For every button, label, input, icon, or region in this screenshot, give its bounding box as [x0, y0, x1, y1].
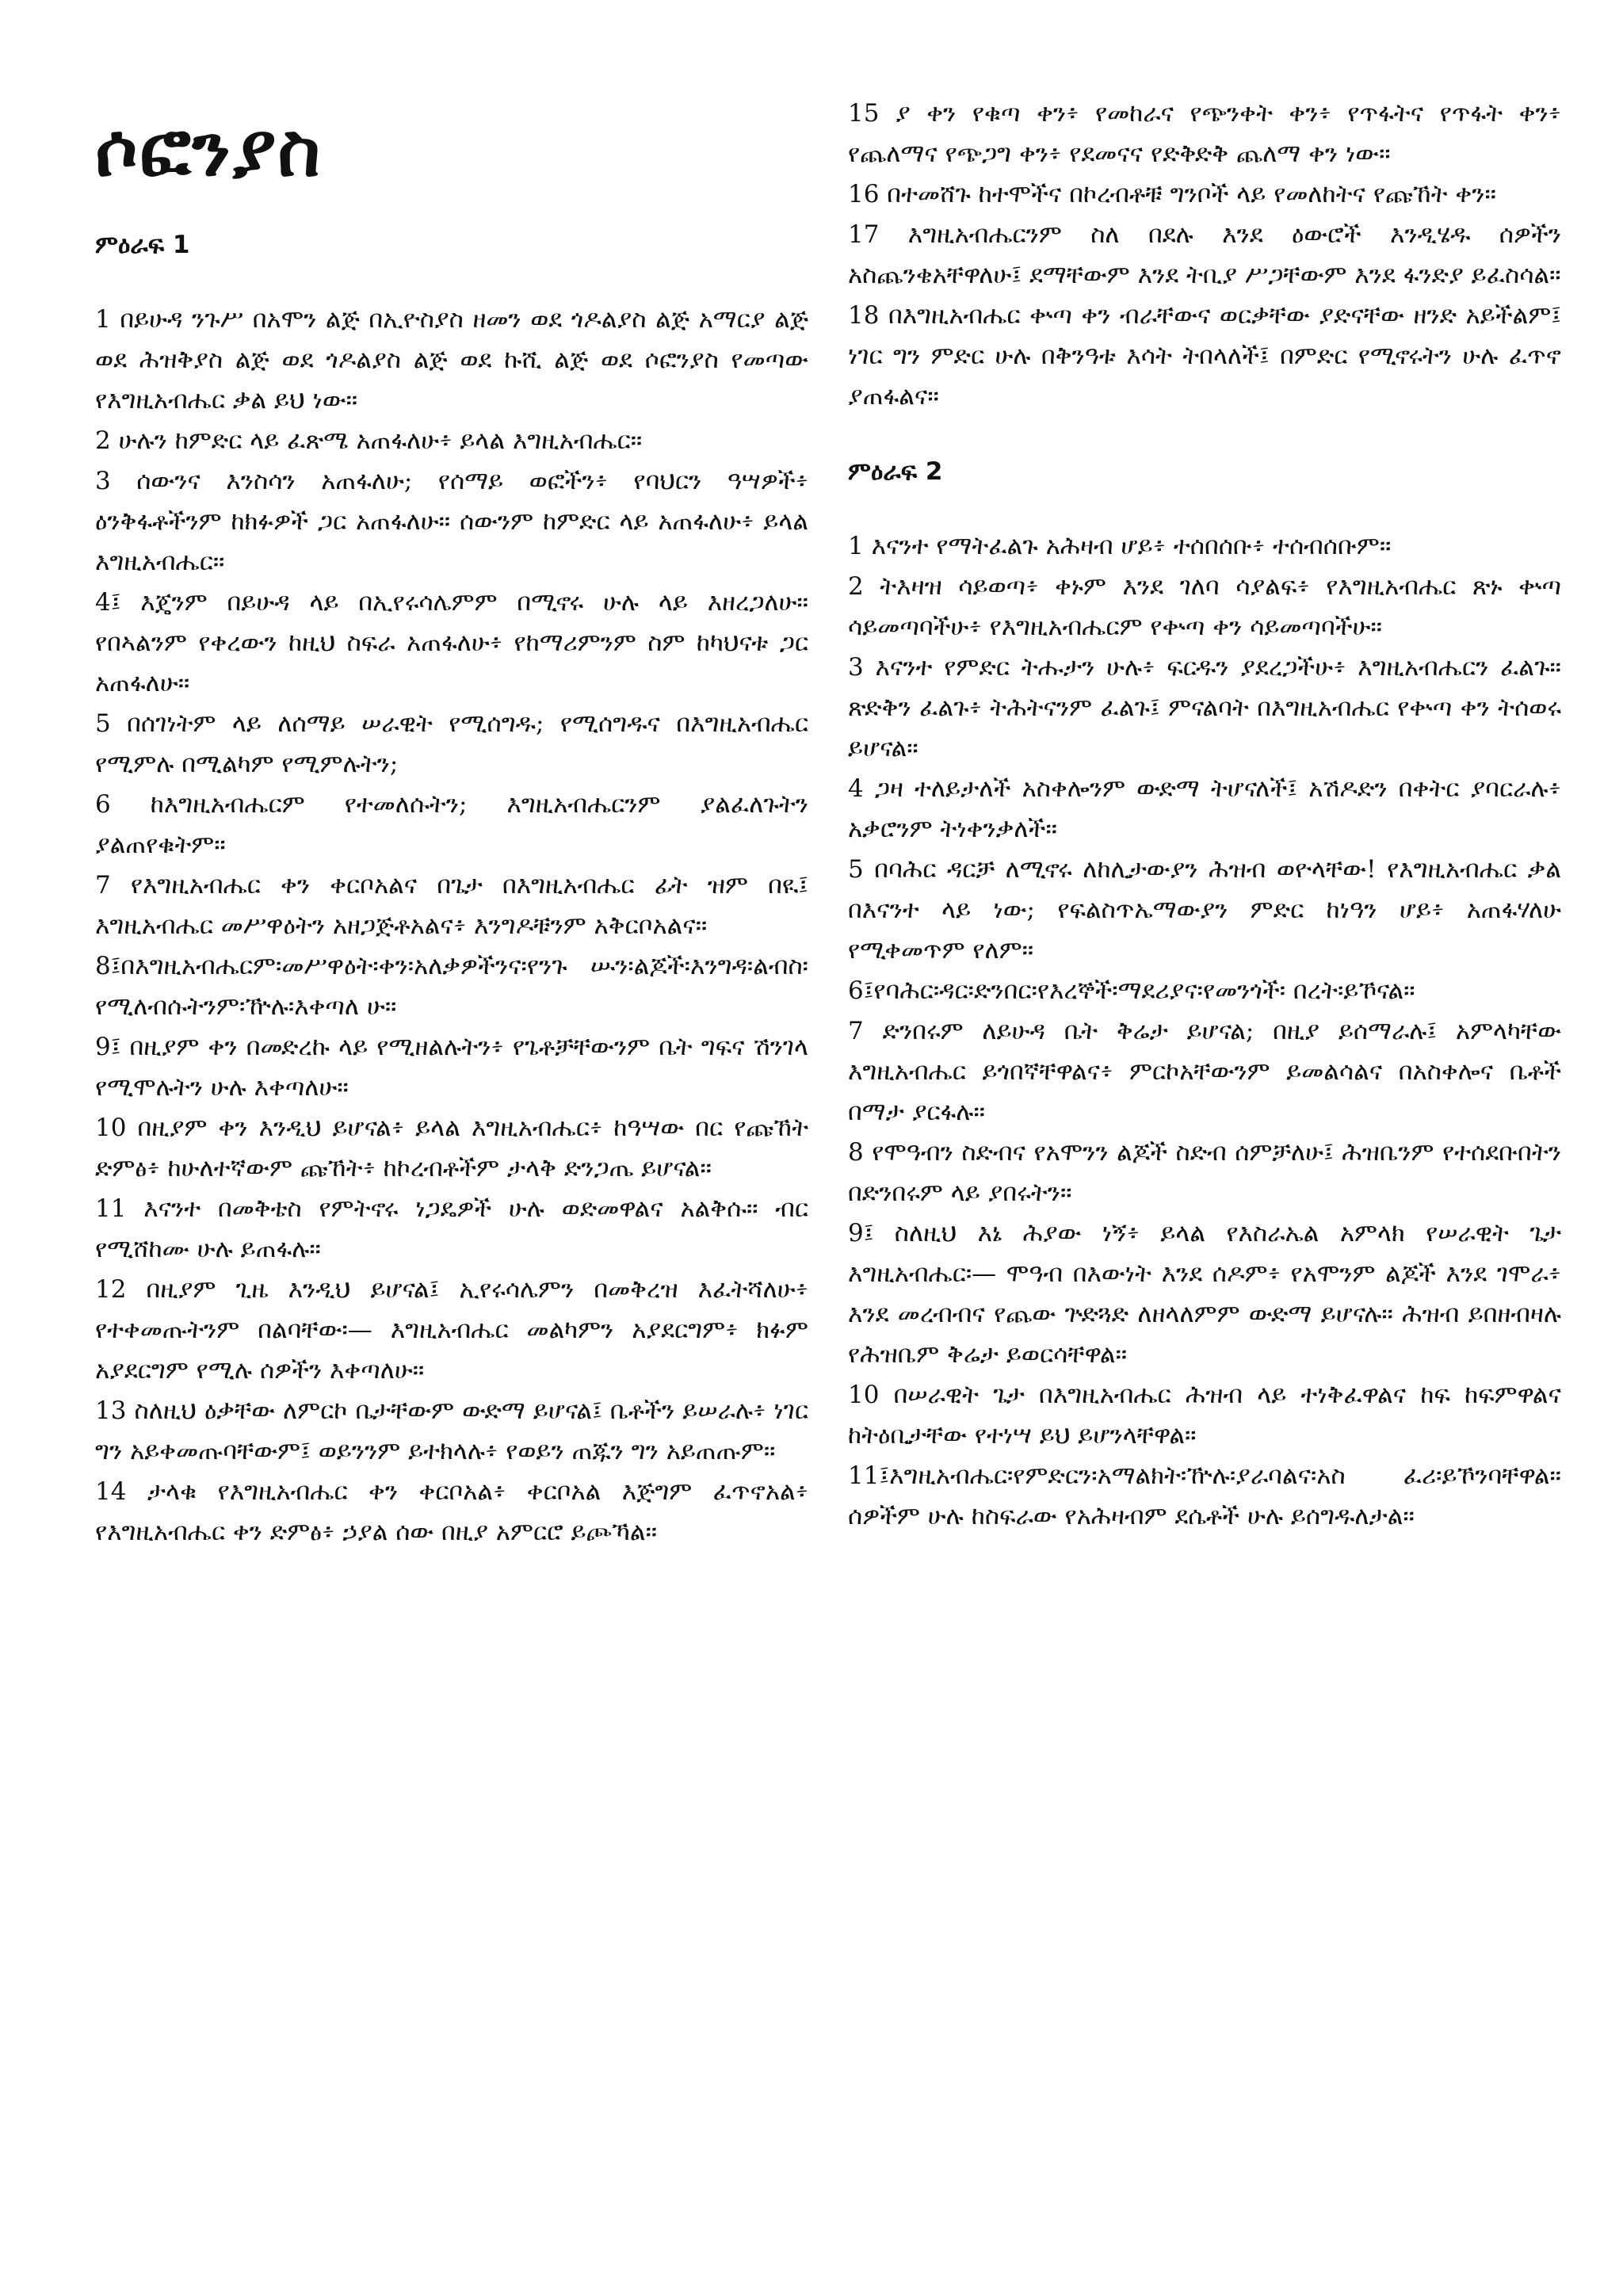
verse-2-4: 4 ጋዛ ተለይታለች አስቀሎንም ውድማ ትሆናለች፤ አሽዶድን በቀትር ያባርራሉ፥ አቃሮንም ትነቀንቃለች።: [848, 774, 1561, 843]
right-column: [848, 94, 1561, 1537]
verse-1-1: 1 በይሁዳ ንጉሥ በአሞን ልጅ በኢዮስያስ ዘመን ወደ ጎዶልያስ ልጅ አማርያ ልጅ ወደ ሕዝቅያስ ልጅ ወደ ጎዶልያስ ልጅ ወደ ኩሺ ልጅ ወደ ሶፎንያስ የመጣው የእግዚአብሔር ቃል ይህ ነው።: [95, 305, 808, 415]
verse-2-6: 6፤የባሕር፡ዳር፡ድንበር፡የእረኞች፡ማደሪያና፡የመንጎች፡ በረት፡ይኾናል።: [848, 976, 1415, 1005]
verse-2-1: 1 እናንተ የማትፈልጉ አሕዛብ ሆይ፥ ተሰበሰቡ፥ ተሰብሰቡም።: [848, 532, 1392, 560]
verse-2-9: 9፤ ስለዚህ እኔ ሕያው ነኝ፥ ይላል የእስራኤል አምላክ የሠራዊት ጌታ እግዚአብሔር፡— ሞዓብ በእውነት እንደ ሰዶም፥ የአሞንም ልጆች እንደ ገሞራ፥ እንደ መረብብና የጨው ጕድጓድ ለዘላለምም ውድማ ይሆናሉ። ሕዝብ ይበዘብዛሉ የሕዝቤም ቅሬታ ይወርሳቸዋል።: [848, 1219, 1561, 1369]
book-title: ሶፎንያስ: [95, 108, 323, 193]
verse-1-17: 17 እግዚአብሔርንም ስለ በደሉ እንደ ዕውሮች እንዲሄዱ ሰዎችን አስጨንቄአቸዋለሁ፤ ደማቸውም እንደ ትቢያ ሥጋቸውም እንደ ፋንድያ ይፈስሳል።: [848, 220, 1561, 289]
verse-1-10: 10 በዚያም ቀን እንዲህ ይሆናል፥ ይላል እግዚአብሔር፥ ከዓሣው በር የጩኸት ድምፅ፥ ከሁለተኛውም ጩኸት፥ ከኮረብቶችም ታላቅ ድንጋጤ ይሆናል።: [95, 1114, 808, 1182]
verse-1-8: 8፤በእግዚአብሔርም፡መሥዋዕት፡ቀን፡አለቃዎችንና፡የንጉ ሡን፡ልጆች፡እንግዳ፡ልብስ፡የሚለብሱትንም፡ዅሉ፡እቀጣለ ሁ።: [95, 952, 808, 1021]
verse-2-11: 11፤እግዚአብሔር፡የምድርን፡አማልክት፡ዅሉ፡ያራባልና፡አስ ፈሪ፡ይኾንባቸዋል። ሰዎችም ሁሉ ከስፍራው የአሕዛብም ደሴቶች ሁሉ ይሰግዱለታል።: [848, 1461, 1561, 1530]
verse-2-2: 2 ትእዛዝ ሳይወጣ፥ ቀኑም እንደ ገለባ ሳያልፍ፥ የእግዚአብሔር ጽኑ ቍጣ ሳይመጣባችሁ፥ የእግዚአብሔርም የቍጣ ቀን ሳይመጣባችሁ።: [848, 572, 1561, 641]
verse-2-8: 8 የሞዓብን ስድብና የአሞንን ልጆች ስድብ ሰምቻለሁ፤ ሕዝቤንም የተሰደቡበትን በድንበሩም ላይ ያበሩትን።: [848, 1138, 1561, 1207]
verse-2-5: 5 በባሕር ዳርቻ ለሚኖሩ ለከሊታውያን ሕዝብ ወዮላቸው! የእግዚአብሔር ቃል በእናንተ ላይ ነው; የፍልስጥኤማውያን ምድር ከነዓን ሆይ፥ አጠፋሃለሁ የሚቀመጥም የለም።: [848, 855, 1561, 965]
verse-1-3: 3 ሰውንና እንስሳን አጠፋለሁ; የሰማይ ወፎችን፥ የባህርን ዓሣዎች፥ ዕንቅፋቶችንም ከክፉዎች ጋር አጠፋለሁ። ሰውንም ከምድር ላይ አጠፋለሁ፥ ይላል እግዚአብሔር።: [95, 467, 808, 576]
verse-2-7: 7 ድንበሩም ለይሁዳ ቤት ቅሬታ ይሆናል; በዚያ ይሰማራሉ፤ አምላካቸው እግዚአብሔር ይጎበኛቸዋልና፥ ምርኮአቸውንም ይመልሳልና በአስቀሎና ቤቶች በማታ ያርፋሉ።: [848, 1017, 1561, 1126]
chapter-2-heading: ምዕራፍ 2: [848, 457, 943, 486]
verse-1-6: 6 ከእግዚአብሔርም የተመለሱትን; እግዚአብሔርንም ያልፈለጉትን ያልጠየቁትም።: [95, 790, 808, 859]
verse-1-2: 2 ሁሉን ከምድር ላይ ፈጽሜ አጠፋለሁ፥ ይላል እግዚአብሔር።: [95, 426, 643, 455]
verse-1-16: 16 በተመሸጉ ከተሞችና በኮረብቶቹ ግንቦች ላይ የመለከትና የጩኸት ቀን።: [848, 180, 1496, 208]
verse-1-4: 4፤ እጄንም በይሁዳ ላይ በኢየሩሳሌምም በሚኖሩ ሁሉ ላይ እዘረጋለሁ። የበኣልንም የቀረውን ከዚህ ስፍራ አጠፋለሁ፥ የከማሪምንም ስም ከካህናቱ ጋር አጠፋለሁ።: [95, 588, 808, 697]
verse-1-11: 11 እናንተ በመቅቴስ የምትኖሩ ነጋዴዎች ሁሉ ወድመዋልና አልቅሱ። ብር የሚሸከሙ ሁሉ ይጠፋሉ።: [95, 1194, 808, 1263]
verse-1-12: 12 በዚያም ጊዜ እንዲህ ይሆናል፤ ኢየሩሳሌምን በመቅረዝ እፈትሻለሁ፥ የተቀመጡትንም በልባቸው፡— እግዚአብሔር መልካምን አያደርግም፥ ክፉም አያደርግም የሚሉ ሰዎችን እቀጣለሁ።: [95, 1275, 808, 1385]
verse-1-18: 18 በእግዚአብሔር ቍጣ ቀን ብራቸውና ወርቃቸው ያድናቸው ዘንድ አይችልም፤ ነገር ግን ምድር ሁሉ በቅንዓቱ እሳት ትበላለች፤ በምድር የሚኖሩትን ሁሉ ፈጥኖ ያጠፋልና።: [848, 301, 1561, 411]
verse-1-9: 9፤ በዚያም ቀን በመድረኩ ላይ የሚዘልሉትን፥ የጌቶቻቸውንም ቤት ግፍና ሽንገላ የሚሞሉትን ሁሉ እቀጣለሁ።: [95, 1033, 808, 1102]
verse-1-15: 15 ያ ቀን የቁጣ ቀን፥ የመከራና የጭንቀት ቀን፥ የጥፋትና የጥፋት ቀን፥ የጨለማና የጭጋግ ቀን፥ የደመናና የድቅድቅ ጨለማ ቀን ነው።: [848, 99, 1561, 168]
verse-1-7: 7 የእግዚአብሔር ቀን ቀርቦአልና በጌታ በእግዚአብሔር ፊት ዝም በዪ፤ እግዚአብሔር መሥዋዕትን አዘጋጅቶአልና፥ እንግዶቹንም አቅርቦአልና።: [95, 871, 808, 940]
verse-2-3: 3 እናንተ የምድር ትሑታን ሁሉ፥ ፍርዱን ያደረጋችሁ፥ እግዚአብሔርን ፈልጉ። ጽድቅን ፈልጉ፥ ትሕትናንም ፈልጉ፤ ምናልባት በእግዚአብሔር የቍጣ ቀን ትሰወሩ ይሆናል።: [848, 653, 1561, 762]
verse-2-10: 10 በሠራዊት ጌታ በእግዚአብሔር ሕዝብ ላይ ተነቅፈዋልና ከፍ ከፍምዋልና ከትዕቢታቸው የተነሣ ይህ ይሆንላቸዋል።: [848, 1381, 1561, 1450]
verse-1-14: 14 ታላቁ የእግዚአብሔር ቀን ቀርቦአል፥ ቀርቦአል እጅግም ፈጥኖአል፥ የእግዚአብሔር ቀን ድምፅ፥ ኃያል ሰው በዚያ አምርሮ ይጮኻል።: [95, 1477, 808, 1546]
chapter-1-heading: ምዕራፍ 1: [95, 231, 190, 259]
verse-1-5: 5 በሰገነትም ላይ ለሰማይ ሠራዊት የሚሰግዱ; የሚሰግዱና በእግዚአብሔር የሚምሉ በሚልካም የሚምሉትን;: [95, 709, 808, 778]
verse-1-13: 13 ስለዚህ ዕቃቸው ለምርኮ ቤታቸውም ውድማ ይሆናል፤ ቤቶችን ይሠራሉ፥ ነገር ግን አይቀመጡባቸውም፤ ወይንንም ይተክላሉ፥ የወይን ጠጁን ግን አይጠጡም።: [95, 1396, 808, 1465]
left-column: [95, 94, 808, 1553]
